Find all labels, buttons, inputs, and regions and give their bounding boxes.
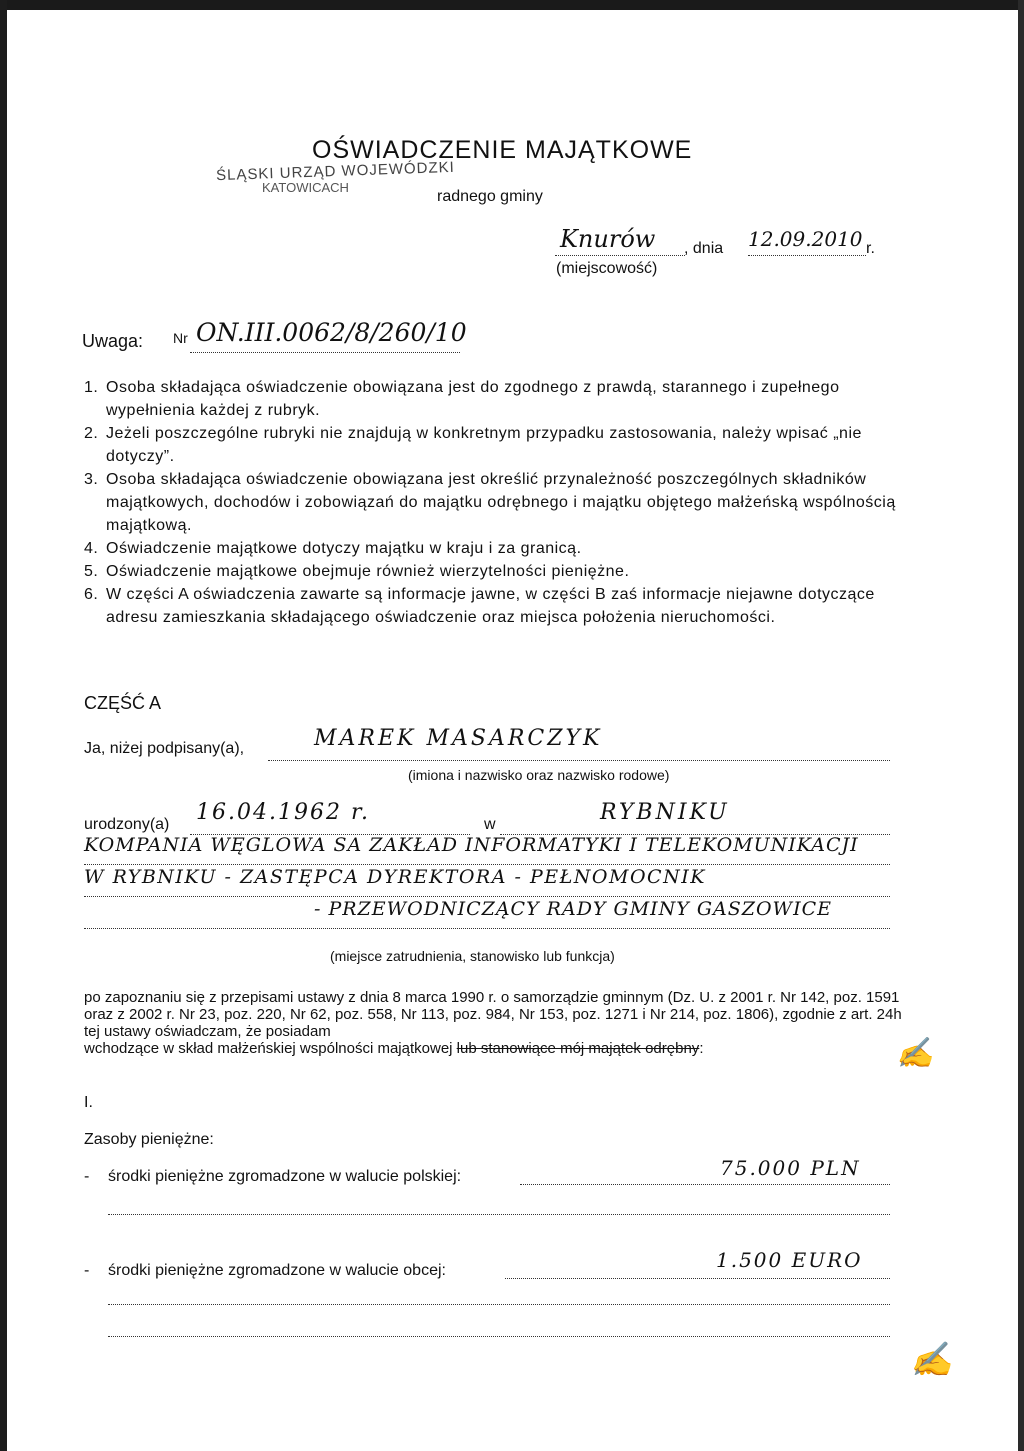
uwaga-label: Uwaga: [82, 331, 144, 351]
birth-date: 16.04.1962 r. [196, 800, 371, 825]
foreign-label: środki pieniężne zgromadzone w walucie obcej: [108, 1262, 446, 1279]
name-caption: (imiona i nazwisko oraz nazwisko rodowe) [408, 767, 670, 783]
name-dots [268, 760, 890, 761]
office-stamp-line2: KATOWICACH [262, 180, 349, 195]
foreign-dots-3 [108, 1336, 890, 1337]
instruction-item: 6. W części A oświadczenia zawarte są informacje jawne, w części B zaś informacje niejawne dotyczące adresu zamieszkania składającego oświadczenie oraz miejsca położenia nieruchomości. [84, 586, 875, 626]
employment-line-1: KOMPANIA WĘGLOWA SA ZAKŁAD INFORMATYKI I TELEKOMUNIKACJI [84, 834, 859, 856]
birth-place: RYBNIKU [600, 800, 730, 825]
pln-dots-2 [108, 1214, 890, 1215]
date-value: 12.09.2010 [748, 227, 863, 251]
instruction-item: 4. Oświadczenie majątkowe dotyczy majątku w kraju i za granicą. [84, 540, 582, 557]
foreign-value: 1.500 EURO [716, 1248, 863, 1272]
section-one: I. [84, 1094, 93, 1111]
dash-foreign: - [84, 1262, 90, 1279]
place-caption: (miejscowość) [556, 260, 658, 277]
ja-label: Ja, niżej podpisany(a), [84, 740, 245, 757]
registration-number: ON.III.0062/8/260/10 [196, 318, 467, 347]
margin-initials: ✍ [896, 1036, 934, 1071]
page-signature: ✍ [910, 1340, 953, 1380]
foreign-dots-2 [108, 1304, 890, 1305]
pln-label: środki pieniężne zgromadzone w walucie polskiej: [108, 1168, 462, 1185]
born-in-label: w [484, 816, 496, 833]
instruction-item: 1. Osoba składająca oświadczenie obowiązana jest do zgodnego z prawdą, starannego i zupełnego wypełnienia każdej z rubryk. [84, 379, 840, 419]
born-label: urodzony(a) [84, 816, 170, 833]
date-prefix: , dnia [684, 240, 724, 257]
instruction-item: 5. Oświadczenie majątkowe obejmuje również wierzytelności pieniężne. [84, 563, 630, 580]
place-dots [555, 255, 685, 256]
radnego-gminy-label: radnego gminy [437, 188, 543, 205]
statute-paragraph: po zapoznaniu się z przepisami ustawy z dnia 8 marca 1990 r. o samorządzie gminnym (Dz. U. z 2001 r. Nr 142, poz. 1591 oraz z 2002 r. Nr 23, poz. 220, Nr 62, poz. 558, Nr 113, poz. 984, Nr 153, poz. 1271 i Nr 214, poz. 1806), zgodnie z art. 24h tej ustawy oświadczam, że posiadam wchodzące w skład małżeńskiej wspólności majątkowej lub stanowiące mój majątek odrębny: [84, 989, 902, 1057]
date-suffix: r. [866, 240, 875, 257]
instructions-list [84, 376, 900, 629]
employment-line-2: W RYBNIKU - ZASTĘPCA DYREKTORA - PEŁNOMOCNIK [84, 866, 706, 888]
employment-line-3: - PRZEWODNICZĄCY RADY GMINY GASZOWICE [314, 898, 832, 920]
zasoby-label: Zasoby pieniężne: [84, 1131, 214, 1148]
scan-right-edge [1018, 0, 1024, 1451]
instruction-item: 3. Osoba składająca oświadczenie obowiązana jest określić przynależność poszczególnych składników majątkowych, dochodów i zobowiązań do majątku odrębnego i majątku objętego małżeńską wspólnością majątkową. [84, 471, 896, 534]
job-dots-3 [84, 928, 890, 929]
scan-left-edge [0, 0, 7, 1451]
date-dots [748, 255, 866, 256]
full-name: MAREK MASARCZYK [314, 726, 603, 751]
foreign-dots [505, 1278, 890, 1279]
employment-caption: (miejsce zatrudnienia, stanowisko lub funkcja) [330, 948, 615, 964]
place-value: Knurów [560, 225, 656, 253]
part-a-heading: CZĘŚĆ A [84, 693, 162, 713]
job-dots-2 [84, 896, 890, 897]
job-dots-1 [84, 864, 890, 865]
nr-prefix: Nr [173, 330, 188, 346]
instruction-item: 2. Jeżeli poszczególne rubryki nie znajdują w konkretnym przypadku zastosowania, należy wpisać „nie dotyczy”. [84, 425, 862, 465]
scan-top-edge [0, 0, 1024, 10]
nr-dots [190, 352, 460, 353]
pln-dots [520, 1184, 890, 1185]
pln-value: 75.000 PLN [720, 1156, 861, 1180]
document-title: OŚWIADCZENIE MAJĄTKOWE [312, 136, 693, 164]
dash-pln: - [84, 1168, 90, 1185]
office-stamp-line1: ŚLĄSKI URZĄD WOJEWÓDZKI [215, 158, 456, 185]
